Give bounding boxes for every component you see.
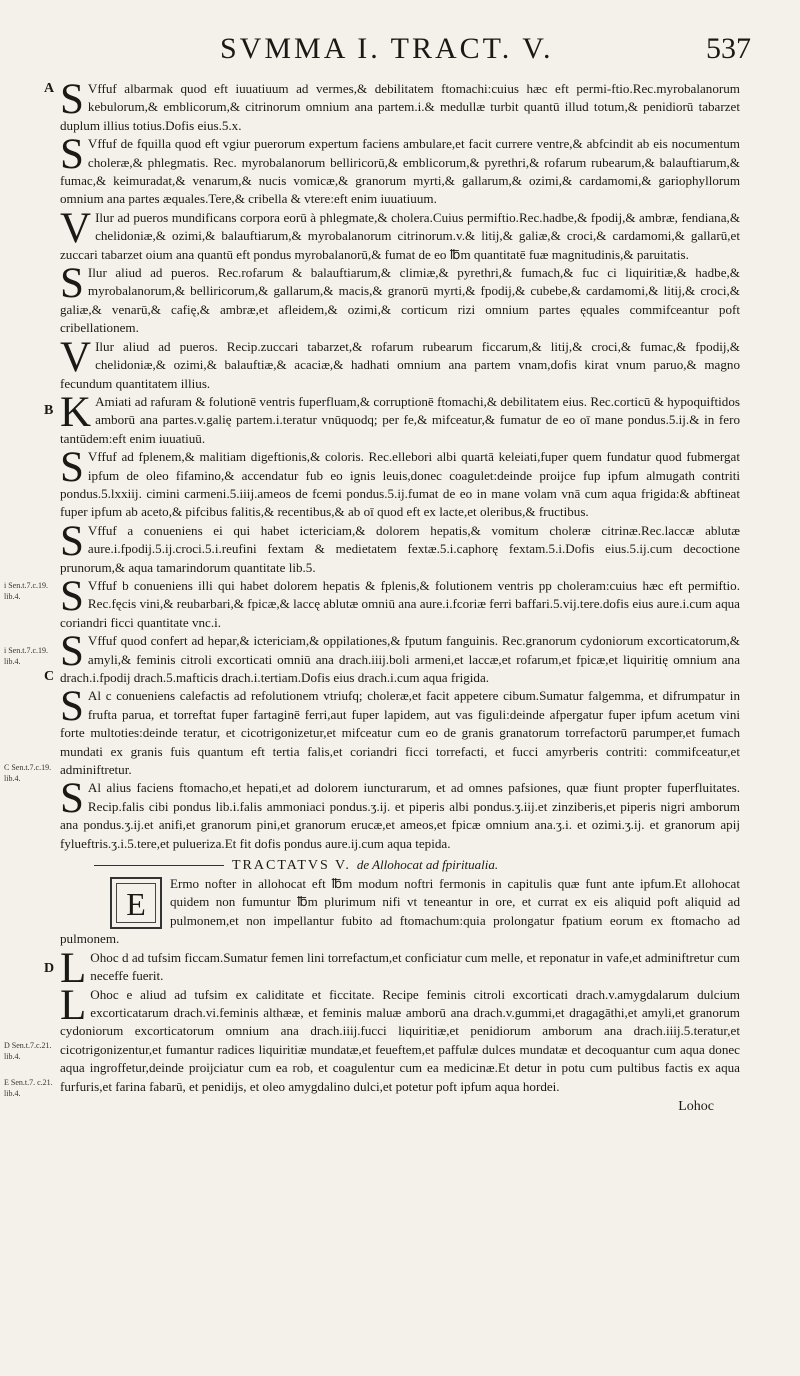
paragraph [60,131,740,209]
margin-note: C Sen.t.7.c.19. lib.4. [4,763,52,783]
drop-cap: V [60,204,92,252]
drop-cap: L [60,944,87,992]
catchword: Lohoc [678,1098,714,1114]
paragraph [60,517,740,577]
paragraph [60,444,740,522]
drop-cap: S [60,76,84,123]
paragraph [60,260,740,338]
paragraph-text: Vffuf quod confert ad hepar,& ictericiam,& oppilationes,& fputum fanguinis. Rec.granorum cydoniorum excorticatorum,& amyli,& feminis citroli excorticati omniū ana drach.iiij.boli armeni,et laccæ,et rofarum,et fpicæ,et liquiritię omnium ana drach.i.fpodij drach.5.mafticis drach.i.tertiam.Dofis eius drach.i.cum aqua frigida. [60,633,740,685]
heading-rule-left [94,865,224,866]
running-head [0,30,800,80]
margin-note: D Sen.t.7.c.21. lib.4. [4,1041,52,1061]
drop-cap: S [60,572,84,620]
tractatus-heading [60,855,740,875]
paragraph [60,76,740,135]
paragraph [60,683,740,779]
page-number: 537 [706,32,751,65]
paragraph-text: Vffuf b conueniens illi qui habet dolorem hepatis & fplenis,& folutionem ventris pp choleram:cuius hæc eft permiftio. Rec.fęcis vini,& reubarbari,& fpicæ,& laccę ablutæ omniū ana aure.i.fcoriæ ferri baffari.5.vij.tere.dofis eius aure.i.cum aqua coriandri ficci quantitate vnc.i. [60,577,740,630]
paragraph-text: Al alius faciens ftomacho,et hepati,et ad dolorem iuncturarum, et ad omnes pafsiones, quæ fiunt propter fuperfluitates. Recip.falis cibi pondus lib.i.falis ammoniaci pondus.ʒ.ij. et piperis albi pondus.ʒ.iij.et zinziberis,et piperis nigri amborum ana pondus.ʒ.ij.et anifi,et granorum pini,et granorum erucæ,et ameos,et fpicæ omnium ana.ʒ.i. et ozimi.ʒ.ij. et granorum apij fylueftris.ʒ.i.5.tere,et pulueriza.Et fit dofis pondus aure.ij.cum aqua tepida. [60,780,740,851]
paragraph [60,981,740,1096]
ornamental-initial-letter: E [116,883,156,923]
paragraph [60,628,740,687]
paragraph-text: Al c conueniens calefactis ad refolutionem vtriufq; choleræ,et facit appetere cibum.Sumatur falgemma, et difrumpatur in frufta parua, et torreftat fuper fartaginē ferri,aut fuper lapidem, aut vas figuli:deinde afpergatur fuper ipfum acetum vini forte multoties:deinde teratur, et cicotrigonizetur,et mifceatur cum eo de granis granatorum torrefactorū parumper,et fumach mundati ex granis fuis quantum eft tertia falis,et coriandri ficci torrefacti, et fucci amyrberis contriti: commifceatur,et adminiftretur. [60,688,740,778]
drop-cap: S [60,628,84,676]
margin-note: i Sen.t.7.c.19. lib.4. [4,646,48,666]
paragraph-text: Vffuf ad fplenem,& malitiam digeftionis,& coloris. Rec.ellebori albi quartā keleiati,fuper quem fundatur quod fubmergat ipfum de oleo fifamino,& accendatur fub eo ignis leuis,donec coagulet:deinde proijce fup ipfum almugath contriti pondus.5.lxxiij. cimini carmeni.5.iiij.ameos de fcemi pondus.5.ij.fumat de eo in mane volam vnā cum aqua frigida:& abftineat fuper ipfum ab aceto,& pifcibus falitis,& recentibus,& ab oī quod eft ex lacte,et oleribus,& fructibus. [60,449,740,520]
paragraph [60,204,740,264]
paragraph-text: Vffuf de fquilla quod eft vgiur puerorum expertum faciens ambulare,et facit currere ventre,& abfcindit ab eis nocumentum choleræ,& phlegmatis. Rec. myrobalanorum belliricorū,& emblicorum,& pyrethri,& rofarum rubearum,& balauftiarum,& fumac,& keimuradat,& venarum,& nucis vomicæ,& granorum myrti,& gallarum,& ozimi,& cardamomi,& gariophyllorum omnium ana partes æquales.Tere,& cribella & vtere:eft enim iuuatiuum. [60,136,740,207]
paragraph-text: Ilur aliud ad pueros. Rec.rofarum & balauftiarum,& climiæ,& pyrethri,& fumach,& fuc ci liquiritiæ,& hadbe,& myrobalanorum,& belliricorum,& gallarum,& macis,& granorū myrti,& fpodij,& cubebe,& cardamomi,& litij,& croci,& galiæ,& venarū,& cafię,& ambræ,et afleidem,& ozimi,& corticum rizi omnium partes ęquales commifceantur poft cribellationem. [60,265,740,336]
paragraph-text: Ilur ad pueros mundificans corpora eorū à phlegmate,& cholera.Cuius permiftio.Rec.hadbe,& fpodij,& ambræ, fendiana,& chelidoniæ,& ozimi,& balauftiarum,& myrobalanorum citrinorum.v.& litij,& galiæ,& croci,& cardamomi,& gallarū,et zuccari tabarzet oium ana quantū eft pondus myrobalanorū,& fumat de eo ℔m quantitatē fuæ magnitudinis,& paruitatis. [60,209,740,262]
running-head-title: SVMMA I. TRACT. V. [220,32,554,65]
catchword-row [60,1096,740,1118]
tractatus-label: TRACTATVS V. [232,858,351,874]
drop-cap: S [60,131,84,179]
drop-cap: S [60,517,84,565]
main-text-column [44,76,740,1118]
section-letter: A [44,81,55,96]
paragraph-text: Amiati ad rafuram & folutionē ventris fuperfluam,& corruptionē ftomachi,& debilitatem eius. Rec.corticū & hypoquiftidos amborū ana partes.v.galię partem.i.teratur vnūquodq; per fe,& mifceatur,& fumatur de eo oī mane pondus.5.ij.& in fero tantūdem:eft enim iuuatiuū. [60,393,740,446]
paragraph-text: Vffuf albarmak quod eft iuuatiuum ad vermes,& debilitatem ftomachi:cuius hæc eft permi-ftio.Rec.myrobalanorum kebulorum,& emblicorum,& citrinorum omnium ana partem.i.& medullæ turbit quantū illud totum,& penidiorū tabarzet duplum illius totius.Dofis eius.5.x. [60,81,740,133]
section-letter: D [44,961,55,976]
intro-paragraph [60,875,740,949]
intro-text: Ermo nofter in allohocat eft ℔m modum noftri fermonis in capitulis quæ funt ante ipfum.Et allohocat quidem non fumuntur ℔m plurimum nifi vt teneantur in ore, et currat ex eis aliquid poft aliquid ad pulmonem,et non impellantur fubito ad ftomachum:quia prolongatur fpatium eorum ex ftomacho ad pulmonem. [60,876,740,947]
paragraph-text: Ilur aliud ad pueros. Recip.zuccari tabarzet,& rofarum rubearum ficcarum,& litij,& croci,& fumac,& fpodij,& chelidoniæ,& ozimi,& balauftiæ,& acaciæ,& hadhati omnium ana partem vnam,dofis kirat vnum paruo,& magno fecundum quantitatem illius. [60,338,740,391]
margin-note: E Sen.t.7. c.21. lib.4. [4,1078,53,1098]
drop-cap: L [60,981,87,1029]
drop-cap: S [60,260,84,308]
paragraph-text: Ohoc d ad tufsim ficcam.Sumatur femen lini torrefactum,et conficiatur cum melle, et reponatur in vafe,et adminiftretur cum neceffe fuerit. [90,949,740,984]
drop-cap: V [60,333,92,381]
ornamental-initial [110,877,162,929]
paragraph [60,775,740,853]
section-letter: B [44,403,54,418]
paragraph [60,572,740,632]
paragraph [60,388,740,448]
paragraph [60,333,740,393]
drop-cap: K [60,388,92,436]
tractatus-subtitle: de Allohocat ad fpiritualia. [356,857,499,873]
drop-cap: S [60,683,84,731]
tractatus-title [232,856,498,875]
drop-cap: S [60,444,84,492]
paragraph-text: Vffuf a conueniens ei qui habet ictericiam,& dolorem hepatis,& vomitum choleræ citrinæ.Rec.laccæ ablutæ aure.i.fpodij.5.ij.croci.5.i.reufini fextam & medietatem fextæ.5.i.caphorę fextam.5.i.Dofis eius.5.ij.cum decoctione prunorum,& aqua tamarindorum quantitate lib.5. [60,522,740,575]
paragraph [60,944,740,992]
paragraph-text: Ohoc e aliud ad tufsim ex caliditate et ficcitate. Recipe feminis citroli excorticati drach.v.amygdalarum dulcium excorticatarum drach.vi.feminis althææ, et feminis maluæ amborū ana drach.v.gummi,et dragagāthi,et amyli,et granorum cydoniorum excorticatorum omnium ana drach.iiij.fucci liquiritiæ,et penidiorum amborum ana drach.iiij.5.teratur,et cicotrigonizentur,et fumantur radices liquiritiæ mundatæ,et feueftem,et paffulæ dulces mundatæ et decoquantur cum aqua donec aqua ingroffetur,deinde proijciatur cum ea rob, et coagulentur cum ea medicinæ.Et detur in potu cum pultibus factis ex aqua furfuris,et farina fabarū, et penidijs, et oleo amygdalino dulci,et potetur poft ipfum aqua hordei. [60,986,740,1094]
margin-note: i Sen.t.7.c.19. lib.4. [4,581,48,601]
drop-cap: S [60,775,84,823]
section-letter: C [44,669,55,684]
